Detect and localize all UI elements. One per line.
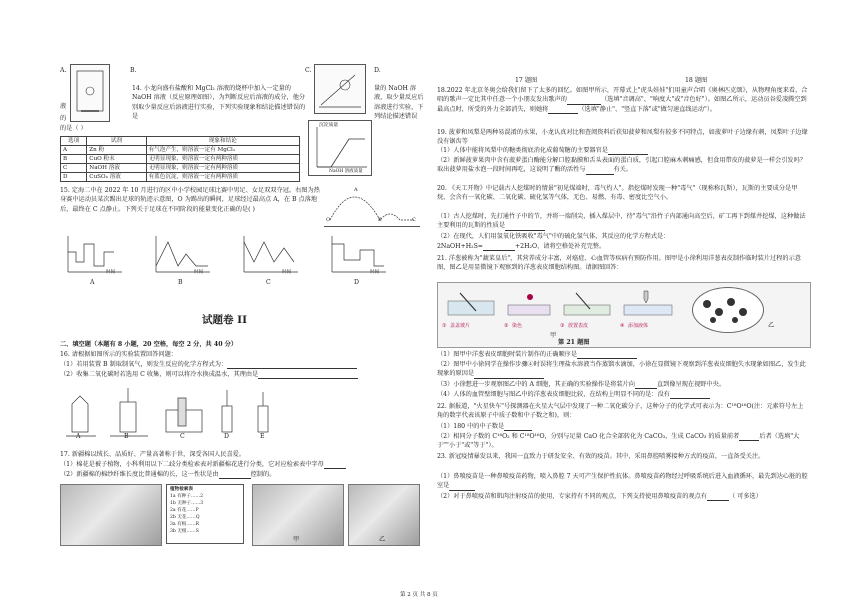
step-3-panel (560, 289, 614, 329)
answer-blank (504, 423, 532, 431)
step-number: ③ (560, 323, 565, 329)
question-19-part1 (437, 146, 809, 155)
section-title: 试题卷 II (202, 314, 247, 326)
question-21-part1 (437, 350, 809, 359)
step-label: 添加液体 (628, 323, 649, 329)
question-20-part1 (437, 212, 809, 231)
lab-apparatus-figure (62, 384, 302, 440)
answer-blank (449, 483, 475, 491)
question-20-part2: （2）在现代，人们用氢氧化铁吸收"毒气"中的硫化氢气体，其反应的化学方程式是： (437, 233, 670, 240)
option-label: B. (130, 67, 137, 74)
graph-option-label: C (266, 279, 271, 286)
apparatus-label: D (224, 433, 229, 440)
q20-part1-text: （1）古人挖煤时，先打通竹子中的节，并将一端削尖，插入煤层中，待"毒气"沿竹子内部通向高空后，矿工再下到煤井挖煤，这种做法主要利用的瓦斯的性质是 (437, 213, 806, 230)
key-item: 2b 无花……Q (170, 515, 200, 520)
table-cell: 有气泡产生，则溶液一定有 MgCl₂ (146, 146, 299, 155)
key-item: 1a 有种子……2 (170, 494, 204, 499)
circuit-figure-c (314, 64, 366, 114)
page-footer: 第 2 页 共 8 页 (400, 592, 438, 598)
q21-part2-text: （2）图甲中小徐同学在操作步骤④时误将生理盐水溶液当作蒸馏水滴加，小徐在显微镜下观察到洋葱表皮细胞失水现象如图乙，发生此现象的原因是 (437, 361, 806, 378)
table-row (61, 155, 300, 164)
step-4-panel (620, 289, 678, 329)
precipitate-graph (308, 120, 372, 176)
table-cell: CuO 粉末 (87, 155, 146, 164)
question-21-part3 (437, 380, 809, 389)
circuit-figure-a (70, 64, 110, 122)
question-22-part2 (437, 432, 809, 451)
answer-blank (608, 147, 648, 155)
apparatus-label: C (180, 433, 185, 440)
energy-graph-b (150, 232, 214, 290)
question-20-text: 20. 《天工开物》中记载古人挖煤时的情景"初见煤端时，毒气灼人"。指挖煤时发现一种"毒气"（现称称瓦斯），瓦斯的主要成分是甲烷，会含有一氧化碳、二氧化碳、硫化氢等气体，无色、易燃、有毒、密度比空气小。 (437, 185, 798, 202)
question-14-text: 14. 小龙向盛有盐酸和 MgCl₂ 溶液的烧杯中加入一定量的 NaOH 溶液（反应原理如图），为判断反应后溶液的成分，他分别取少量反应后溶液进行实验，下列实验现象和结论描述错误的是 (132, 85, 306, 121)
q23-part2-text: （2）对于鼻喷疫苗和肌肉注射疫苗的使用，专家持有不同的观点，下列支持使用鼻喷疫苗的观点有 (437, 493, 707, 500)
table-cell: C (61, 164, 87, 173)
energy-graph-a (62, 232, 126, 290)
table-cell: 无明显现象，则溶液一定有两种溶质 (146, 164, 299, 173)
axis-label: 时间 (282, 270, 291, 275)
table-cell: CuSO₄ 溶液 (87, 173, 146, 182)
cell-micrograph (692, 287, 764, 333)
q13-stem-char: 液 (60, 103, 67, 110)
axis-label: 时间 (106, 270, 115, 275)
key-item: 2a 有花……P (170, 508, 199, 513)
step-label: 染色 (512, 323, 523, 329)
table-row (61, 164, 300, 173)
key-item: 1b 无种子……3 (170, 501, 204, 506)
energy-graph-c (238, 232, 302, 290)
table-header: 选项 (61, 137, 87, 146)
table-header-row (61, 137, 300, 146)
answer-blank (483, 243, 515, 251)
question-15-text: 15. 定海二中在 2022 年 10 月进行的区中小学校园足球比赛中男足、女足双双夺冠。右图为热身赛中运动员某次踢出足球的轨迹示意图，O 为踢出的瞬间，足球经过最高点 A，在 B 点落地后，最终在 C 点静止。下列关于足球在不同阶段的能量变化正确的是( ) (60, 187, 320, 213)
question-16-intro: 16. 请根据如图所示的实验装置回答问题： (60, 351, 177, 358)
answer-blank (324, 461, 346, 469)
question-22-text: 22. 据报道，"火星快车"号探测器在火星大气层中发现了一种二氧化碳分子，这种分子的化学式可表示为：C¹⁸O¹⁶O(注：元素符号左上角的数字代表该原子中质子数和中子数之和)，则： (437, 403, 804, 420)
figure-caption: 18 题图 (685, 77, 708, 84)
table-cell: D (61, 173, 87, 182)
question-17-intro: 17. 新疆棉以绒长、品质好、产量高著称于世，深受各国人民喜爱。 (60, 451, 246, 458)
answer-blank (635, 381, 657, 389)
ski-jump-photo (348, 484, 420, 546)
answer-blank (219, 471, 251, 479)
graph-option-label: A (90, 279, 95, 286)
question-20-equation (437, 242, 809, 251)
option-label: A. (60, 67, 67, 74)
step-label: 盖盖玻片 (450, 323, 471, 329)
q19-part1-text: （1）人体中能将凤梨中的糖类彻底消化成葡萄糖的主要器官是 (437, 147, 608, 154)
table-cell: A (61, 146, 87, 155)
q18-text-c: （选填"静止"、"竖直下落"或"做匀速直线运动"）。 (578, 105, 717, 113)
table-cell: 无明显现象，则溶液一定有两种溶质 (146, 155, 299, 164)
photo-label: 乙 (379, 536, 386, 543)
apparatus-label: A (76, 433, 81, 440)
q23-part2-tail: （ 可多选） (729, 493, 762, 500)
answer-blank (227, 361, 357, 369)
answer-blank (707, 493, 729, 501)
question-23-text: 23. 新冠疫情暴发以来，我国一直致力于研发安全、有效的疫苗。其中，采用鼻腔喷雾接种方式的疫苗，一直备受关注。 (437, 453, 765, 460)
q19-part2-text: （2）新鲜菠萝果肉中含有菠萝蛋白酶能分解口腔黏膜和舌头表面的蛋白质，引起口腔麻木刺痛感，但食用带皮的菠萝是一样会引发吗？取出菠萝用盐水泡一段时间再吃，这说明了酶的活性与 (437, 157, 806, 174)
question-21-part2 (437, 360, 809, 379)
trajectory-label: A (354, 187, 358, 193)
question-19-text: 19. 菠萝和凤梨是两种易混淆的水果，小龙认真对比和查阅资料后获知菠萝和凤梨有较多不同特点，如菠萝叶子边缘有刺，凤梨叶子边缘没有锯齿等 (437, 129, 808, 146)
q13-stem-char: 的 (60, 115, 67, 122)
question-23-part1 (437, 472, 809, 491)
q13-stem-char: 的是（ ） (60, 125, 87, 132)
energy-graph-d (326, 232, 390, 290)
apparatus-label: E (260, 433, 265, 440)
table-header: 试剂 (87, 137, 146, 146)
table-cell: 有蓝色沉淀，则溶液一定有两种溶质 (146, 173, 299, 182)
question-21-part4 (437, 390, 809, 399)
onion-slide-figure (437, 282, 811, 348)
equation-left: 2NaOH+H₂S= (437, 243, 483, 250)
option-label: D. (374, 67, 381, 74)
photo-label: 甲 (293, 536, 300, 543)
answer-blank (670, 391, 710, 399)
axis-label: 时间 (194, 270, 203, 275)
q17-part2-tail: 控制的。 (250, 471, 276, 478)
answer-blank (577, 351, 637, 359)
question-19-part2 (437, 156, 809, 175)
question-22-part1 (437, 422, 809, 431)
q21-part1-text: （1）图甲中洋葱表皮细胞时装片制作的正确顺序是 (437, 351, 578, 358)
question-17-part1 (60, 460, 422, 469)
q17-part1-text: （1）棉花是被子植物，小科利用以下二歧分类检索表对新疆棉花进行分类，它对应检索表中字母 (60, 461, 324, 468)
q22-part2-text: （2）相同分子数的 C¹⁶O₂ 和 C¹⁸O¹⁶O，分别与足量 CaO 化合全部转化为 CaCO₃，生成 CaCO₃ 的质量前者 (437, 433, 740, 440)
key-item: 3b 无根……S (170, 529, 199, 534)
apparatus-label: B (124, 433, 129, 440)
q23-part1-text: （1）鼻喷疫苗是一种鼻喷疫苗药物，喷入鼻腔 7 天可产生保护性抗体。鼻喷疫苗药物经过呼吸系统后进入血液循环，最先到达心脏的腔室是 (437, 473, 808, 490)
q13-right-text: 量的 NaOH 溶液，取少量反应后溶液进行实验，下列结论描述错误 (374, 85, 424, 121)
question-23-part2 (437, 492, 809, 501)
table-cell: B (61, 155, 87, 164)
graph-option-label: D (354, 279, 359, 286)
question-21-text: 21. 洋葱被称为"蔬菜皇后"，其营养成分丰富，对癌症、心血管等疾病有预防作用。图甲是小徐利用洋葱表皮制作临时装片过程的示意图，图乙是用显微镜下观察到的洋葱表皮细胞结构图。请据图回答： (437, 255, 801, 272)
table-header: 现象和结论 (146, 137, 299, 146)
answer-blank (739, 433, 759, 441)
step-number: ① (442, 323, 447, 329)
trajectory-label: B (378, 217, 382, 223)
figure-caption: 17 题图 (515, 77, 538, 84)
figure-label: 乙 (768, 322, 775, 329)
q16-part2-text: （2）收集二氧化碳时若选用 C 收集，则可以将冷水换成温水，其理由是 (60, 371, 259, 378)
q17-part2-text: （2）新疆棉的棉纱纤维长度比普通棉的长，这一性状是由 (60, 471, 219, 478)
figure-caption: 第 21 题图 (558, 339, 590, 346)
answer-blank (258, 371, 358, 379)
step-label: 放置表皮 (568, 323, 589, 329)
answer-blank (474, 371, 544, 379)
q22-part1-text: （1）180 中的中子数是 (437, 423, 505, 430)
q21-part4-text: （4）人体的血管壁细胞与图乙中的洋葱表皮细胞比较，在结构上明显不同的是：没有 (437, 391, 670, 398)
football-trajectory-figure (324, 180, 420, 227)
graph-option-label: B (178, 279, 183, 286)
answer-blank (586, 167, 614, 175)
trajectory-label: O (326, 217, 331, 223)
key-item: 3a 有根……R (170, 522, 199, 527)
question-16-part2 (60, 370, 422, 379)
q14-table (60, 136, 300, 182)
table-row (61, 173, 300, 182)
q18-text: 18.2022 年北京冬奥会给我们留下了太多的回忆。如图甲所示，开幕式上"虎头娃娃"们用童声合唱《奥林匹克颂》，从物理角度来看，合唱的歌声一定比其中任意一个小朋友发出歌声的 (437, 87, 808, 104)
answer-blank (567, 97, 601, 105)
answer-blank (505, 223, 545, 231)
graph-y-label: 沉淀质量 (319, 123, 339, 128)
q22-part2-tail: 后者（选填"大于""小于"或"等于"）。 (437, 433, 800, 450)
step-1-panel (442, 289, 500, 329)
table-cell: NaOH 溶液 (87, 164, 146, 173)
q21-part3-tail: 直到像呈现在视野中央。 (656, 381, 726, 388)
question-17-part2 (60, 470, 422, 479)
question-16-part1 (60, 360, 422, 369)
table-row (61, 146, 300, 155)
plant-key-table (166, 484, 244, 544)
axis-label: 时间 (370, 270, 379, 275)
table-cell: Zn 粉 (87, 146, 146, 155)
q19-part2-tail: 有关。 (613, 166, 633, 174)
graph-x-label: NaOH 溶液质量 (329, 169, 363, 174)
question-18-text (437, 86, 809, 114)
cotton-photo (60, 484, 162, 546)
q21-part3-text: （3）小徐想进一步观察图乙中的 A 细胞，其正确的实验操作是将装片向 (437, 381, 635, 388)
section-heading: 二、填空题（本题有 8 小题，20 空格，每空 2 分，共 40 分） (60, 341, 238, 348)
equation-right: +2H₂O，请将空格处补充完整。 (515, 243, 606, 250)
children-choir-photo (252, 484, 344, 546)
trajectory-label: C (412, 217, 416, 223)
key-title: 植物检索表 (170, 487, 193, 492)
option-label: C. (305, 67, 312, 74)
step-number: ④ (620, 323, 625, 329)
step-2-panel (504, 289, 554, 329)
figure-label: 甲 (550, 332, 557, 339)
q16-part1-text: （1）若用装置 B 制取制氧气，则发生反应的化学方程式为： (60, 361, 228, 368)
answer-blank (548, 106, 578, 114)
q18-text-b: （选填"音调高"、"响度大"或"音色好"）。如图乙所示，运动员谷爱凌腾空到最高点时，所受的外力全部消失，则她将 (437, 96, 807, 113)
step-number: ② (504, 323, 509, 329)
